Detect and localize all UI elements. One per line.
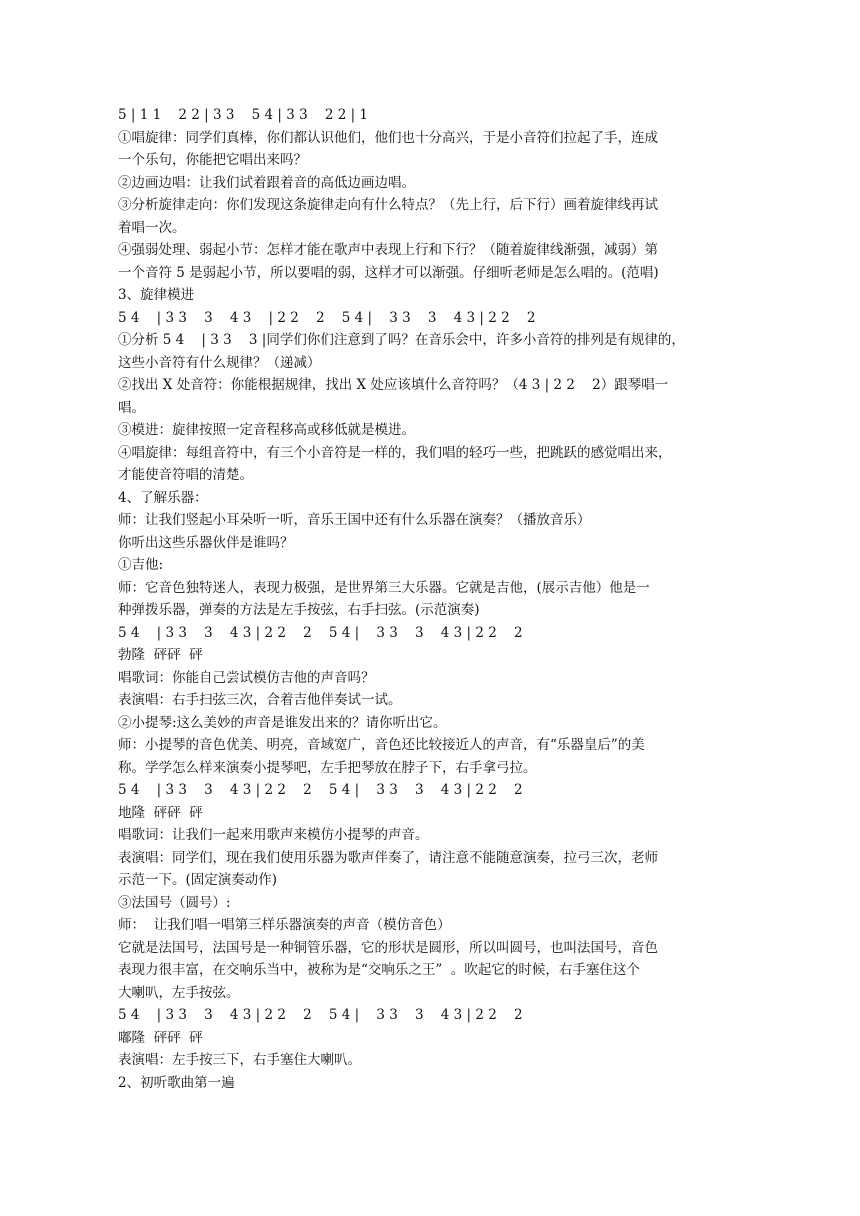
text-line: 你听出这些乐器伙伴是谁吗？ [118, 534, 294, 551]
text-line: 表现力很丰富，在交响乐当中，被称为是“交响乐之王” 。吹起它的时候，右手塞住这个 [118, 962, 640, 978]
text-line: 地隆 砰砰 砰 [118, 804, 203, 821]
text-line: 师：让我们竖起小耳朵听一听，音乐王国中还有什么乐器在演奏？（播放音乐） [118, 512, 591, 528]
text-line: ④强弱处理、弱起小节：怎样才能在歌声中表现上行和下行？（随着旋律线渐强，减弱）第 [118, 242, 658, 258]
text-line: 4、了解乐器： [118, 489, 208, 506]
text-line: 师：它音色独特迷人，表现力极强，是世界第三大乐器。它就是吉他，(展示吉他）他是一 [118, 579, 650, 596]
text-line: ③法国号（圆号）: [118, 894, 231, 911]
text-line: 唱。 [118, 399, 145, 416]
text-line: 5 | 1 1 2 2 | 3 3 5 4 | 3 3 2 2 | 1 [118, 107, 369, 123]
text-line: 唱歌词：你能自己尝试模仿吉他的声音吗？ [118, 669, 375, 686]
text-line: 5 4 | 3 3 3 4 3 | 2 2 2 5 4 | 3 3 3 4 3 | 2 2 2 [118, 1007, 523, 1023]
text-line: ④唱旋律：每组音符中，有三个小音符是一样的，我们唱的轻巧一些，把跳跃的感觉唱出来， [118, 444, 672, 461]
text-line: 5 4 | 3 3 3 4 3 | 2 2 2 5 4 | 3 3 3 4 3 | 2 2 2 [118, 309, 536, 326]
text-line: ②找出 X 处音符：你能根据规律，找出 X 处应该填什么音符吗？（4 3 | 2 2 2）跟琴唱一 [118, 377, 669, 393]
text-line: 才能使音符唱的清楚。 [118, 467, 253, 483]
text-line: 种弹拨乐器，弹奏的方法是左手按弦，右手扫弦。(示范演奏) [118, 602, 480, 618]
text-line: ③分析旋律走向：你们发现这条旋律走向有什么特点？（先上行，后下行）画着旋律线再试 [118, 197, 658, 213]
text-line: ①分析 5 4 | 3 3 3 |同学们你们注意到了吗？在音乐会中，许多小音符的排列是有规律的， [118, 332, 685, 348]
text-line: ①吉他: [118, 557, 164, 573]
text-line: ②小提琴:这么美妙的声音是谁发出来的？请你听出它。 [118, 714, 447, 731]
text-line: 大喇叭，左手按弦。 [118, 984, 240, 1001]
text-line: 着唱一次。 [118, 219, 186, 236]
text-line: 嘟隆 砰砰 砰 [118, 1029, 203, 1046]
text-line: 表演唱：同学们，现在我们使用乐器为歌声伴奏了，请注意不能随意演奏，拉弓三次，老师 [118, 849, 658, 866]
text-line: 表演唱：右手扫弦三次，合着吉他伴奏试一试。 [118, 692, 402, 708]
text-line: 勃隆 砰砰 砰 [118, 647, 203, 663]
text-line: 3、旋律模进 [118, 287, 195, 303]
document-body [118, 104, 744, 1094]
text-line: 表演唱：左手按三下，右手塞住大喇叭。 [118, 1052, 361, 1068]
text-line: 这些小音符有什么规律？（递减） [118, 354, 321, 371]
text-line: 师：小提琴的音色优美、明亮，音域宽广，音色还比较接近人的声音，有“乐器皇后”的美 [118, 737, 645, 753]
text-line: ③模进：旋律按照一定音程移高或移低就是模进。 [118, 422, 415, 438]
text-line: 称。学学怎么样来演奏小提琴吧，左手把琴放在脖子下，右手拿弓拉。 [118, 759, 537, 776]
text-line: 一个音符 5 是弱起小节，所以要唱的弱，这样才可以渐强。仔细听老师是怎么唱的。(范唱) [118, 264, 659, 281]
text-line: 5 4 | 3 3 3 4 3 | 2 2 2 5 4 | 3 3 3 4 3 | 2 2 2 [118, 624, 523, 641]
text-line: 一个乐句，你能把它唱出来吗？ [118, 152, 307, 168]
text-line: ②边画边唱：让我们试着跟着音的高低边画边唱。 [118, 174, 415, 191]
text-line: 它就是法国号，法国号是一种铜管乐器，它的形状是圆形，所以叫圆号，也叫法国号，音色 [118, 939, 658, 956]
text-line: ①唱旋律：同学们真棒，你们都认识他们，他们也十分高兴，于是小音符们拉起了手，连成 [118, 129, 658, 146]
text-line: 2、初听歌曲第一遍 [118, 1074, 235, 1091]
text-line: 5 4 | 3 3 3 4 3 | 2 2 2 5 4 | 3 3 3 4 3 | 2 2 2 [118, 782, 523, 798]
text-line: 师： 让我们唱一唱第三样乐器演奏的声音（模仿音色） [118, 917, 451, 933]
text-line: 示范一下。(固定演奏动作) [118, 872, 278, 888]
text-line: 唱歌词：让我们一起来用歌声来模仿小提琴的声音。 [118, 827, 429, 843]
